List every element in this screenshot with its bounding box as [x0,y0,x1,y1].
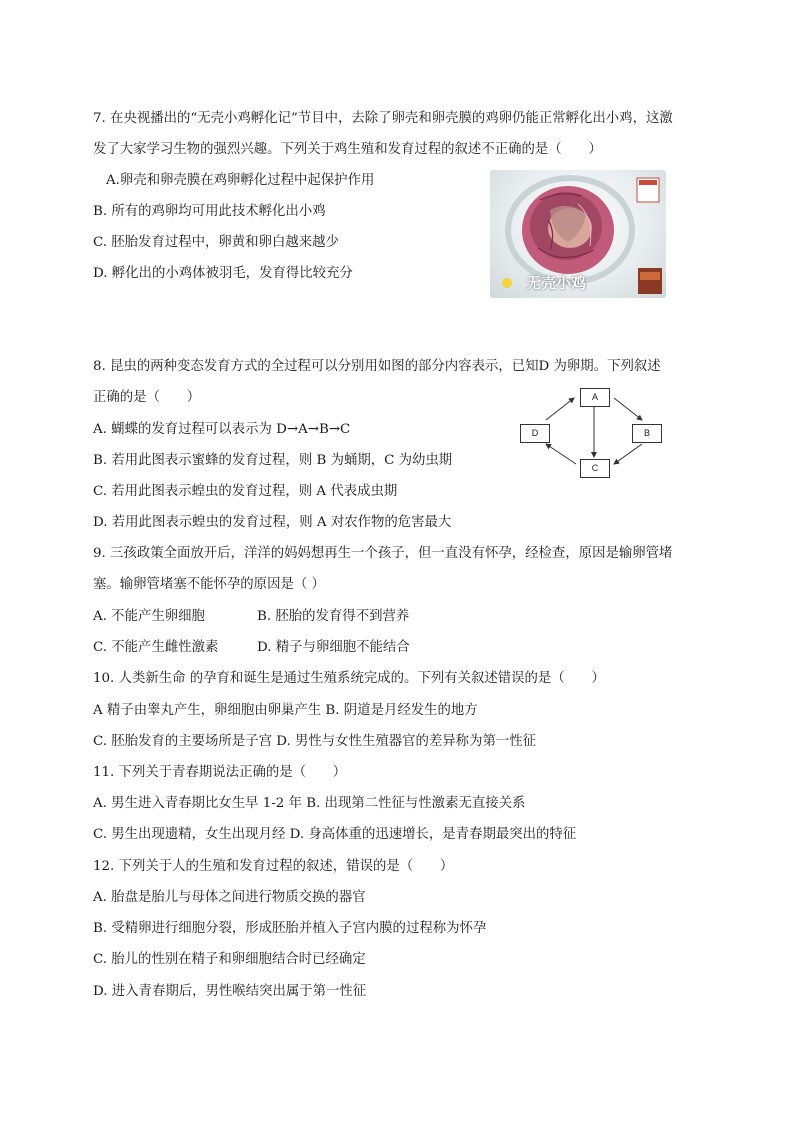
q8-option-b: B. 若用此图表示蜜蜂的发育过程，则 B 为蛹期，C 为幼虫期 [93,453,453,468]
q9-option-c: C. 不能产生雌性激素 [93,640,219,655]
q8-option-c: C. 若用此图表示蝗虫的发育过程，则 A 代表成虫期 [93,484,398,499]
q9-stem-line1: 9. 三孩政策全面放开后，洋洋的妈妈想再生一个孩子，但一直没有怀孕，经检查，原因是输卵管堵 [93,546,673,561]
arrow-d-to-a [546,398,574,420]
q11-options-ab: A. 男生进入青春期比女生早 1-2 年 B. 出现第二性征与性激素无直接关系 [93,796,526,811]
diagram-node-b: B [632,424,662,443]
q11-stem: 11. 下列关于青春期说法正确的是（ ） [93,765,347,780]
q7-option-a: A.卵壳和卵壳膜在鸡卵孵化过程中起保护作用 [106,173,375,188]
q9-stem-line2: 塞。输卵管堵塞不能怀孕的原因是（ ） [93,577,325,592]
q12-option-d: D. 进入青春期后，男性喉结突出属于第一性征 [93,984,367,999]
photo-caption: 无壳小鸡 [526,274,587,292]
q8-option-d: D. 若用此图表示蝗虫的发育过程，则 A 对农作物的危害最大 [93,515,452,530]
q7-option-c: C. 胚胎发育过程中，卵黄和卵白越来越少 [93,235,339,250]
diagram-node-d: D [520,424,550,443]
arrow-c-to-d [546,444,576,464]
q8-stem-line1: 8. 昆虫的两种变态发育方式的全过程可以分别用如图的部分内容表示，已知D 为卵期。下列叙述 [93,359,661,374]
arrow-a-to-b [614,398,642,420]
q8-option-a: A. 蝴蝶的发育过程可以表示为 D→A→B→C [93,422,351,437]
diagram-node-c: C [580,459,610,478]
q7-option-d: D. 孵化出的小鸡体被羽毛，发育得比较充分 [93,266,353,281]
arrow-b-to-c [614,444,642,464]
q8-stem-line2: 正确的是（ ） [93,390,201,405]
q10-options-ab: A 精子由睾丸产生，卵细胞由卵巢产生 B. 阴道是月经发生的地方 [93,703,478,718]
shell-less-chick-photo [490,170,666,298]
q11-options-cd: C. 男生出现遗精，女生出现月经 D. 身高体重的迅速增长，是青春期最突出的特征 [93,827,577,842]
metamorphosis-diagram [518,386,668,478]
q9-option-b: B. 胚胎的发育得不到营养 [257,609,410,624]
q10-stem: 10. 人类新生命 的孕育和诞生是通过生殖系统完成的。下列有关叙述错误的是（ ） [93,671,605,686]
q7-stem-line1: 7. 在央视播出的“无壳小鸡孵化记”节目中，去除了卵壳和卵壳膜的鸡卵仍能正常孵化出小鸡，这激 [93,111,673,126]
q9-option-d: D. 精子与卵细胞不能结合 [257,640,410,655]
q12-option-c: C. 胎儿的性别在精子和卵细胞结合时已经确定 [93,952,366,967]
q12-stem: 12. 下列关于人的生殖和发育过程的叙述，错误的是（ ） [93,859,454,874]
q10-options-cd: C. 胚胎发育的主要场所是子宫 D. 男性与女性生殖器官的差异称为第一性征 [93,734,537,749]
q7-stem-line2: 发了大家学习生物的强烈兴趣。下列关于鸡生殖和发育过程的叙述不正确的是（ ） [93,142,602,157]
q12-option-a: A. 胎盘是胎儿与母体之间进行物质交换的器官 [93,890,366,905]
q9-option-a: A. 不能产生卵细胞 [93,609,205,624]
diagram-node-a: A [580,388,610,407]
q12-option-b: B. 受精卵进行细胞分裂，形成胚胎并植入子宫内膜的过程称为怀孕 [93,921,487,936]
q7-option-b: B. 所有的鸡卵均可用此技术孵化出小鸡 [93,204,326,219]
